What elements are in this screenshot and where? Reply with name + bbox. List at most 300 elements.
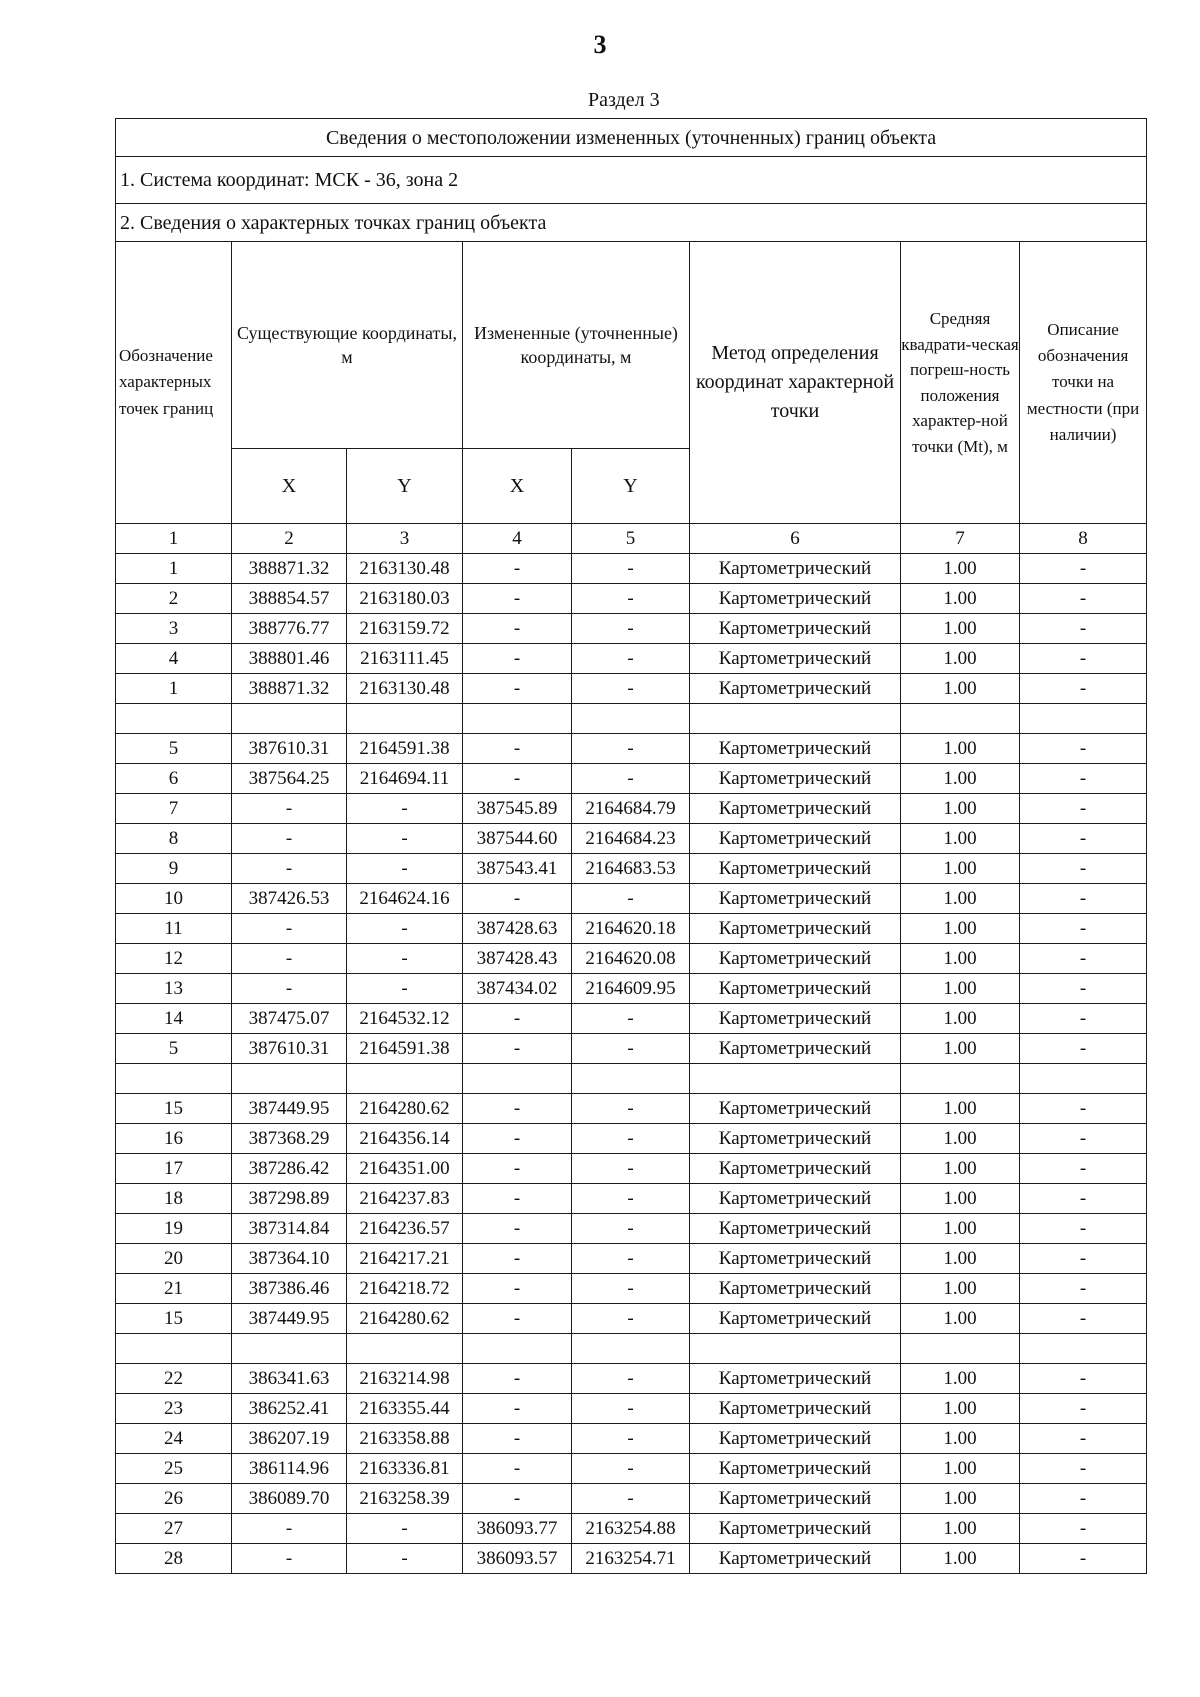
table-row [116,794,1147,824]
cell-changed-x: - [463,1454,572,1484]
cell-changed-y [572,1064,690,1094]
cell-changed-x: - [463,1484,572,1514]
cell-description: - [1020,584,1147,614]
cell-existing-x: 388854.57 [232,584,347,614]
cell-method: Картометрический [690,1244,901,1274]
cell-error: 1.00 [901,734,1020,764]
cell-changed-x: - [463,1424,572,1454]
cell-method [690,1334,901,1364]
cell-changed-x: 387428.63 [463,914,572,944]
cell-existing-x: - [232,794,347,824]
cell-point-number: 5 [116,734,232,764]
cell-existing-y: - [347,824,463,854]
cell-error: 1.00 [901,1004,1020,1034]
cell-point-number: 9 [116,854,232,884]
cell-existing-y: 2163358.88 [347,1424,463,1454]
cell-point-number: 15 [116,1304,232,1334]
cell-method: Картометрический [690,674,901,704]
table-row [116,1094,1147,1124]
column-number: 2 [232,524,347,554]
cell-method: Картометрический [690,644,901,674]
cell-existing-y: 2164532.12 [347,1004,463,1034]
cell-changed-y: 2164609.95 [572,974,690,1004]
cell-description [1020,1064,1147,1094]
cell-error: 1.00 [901,974,1020,1004]
cell-description: - [1020,1364,1147,1394]
cell-error: 1.00 [901,1094,1020,1124]
column-number: 5 [572,524,690,554]
cell-description: - [1020,1154,1147,1184]
cell-changed-x: - [463,644,572,674]
cell-changed-y: - [572,1004,690,1034]
cell-existing-y: 2163214.98 [347,1364,463,1394]
cell-changed-x: - [463,1094,572,1124]
cell-existing-y: - [347,1544,463,1574]
cell-changed-x: - [463,1004,572,1034]
cell-changed-y: - [572,1034,690,1064]
table-row [116,1004,1147,1034]
cell-changed-x: - [463,1184,572,1214]
cell-description: - [1020,944,1147,974]
cell-changed-x: - [463,674,572,704]
cell-point-number: 28 [116,1544,232,1574]
cell-description: - [1020,1424,1147,1454]
cell-changed-x: - [463,554,572,584]
cell-error [901,1064,1020,1094]
cell-method: Картометрический [690,734,901,764]
cell-point-number: 14 [116,1004,232,1034]
cell-changed-x [463,704,572,734]
cell-existing-y [347,1064,463,1094]
cell-existing-x [232,1334,347,1364]
cell-existing-x: 387564.25 [232,764,347,794]
cell-error: 1.00 [901,644,1020,674]
table-row [116,1544,1147,1574]
cell-description: - [1020,1094,1147,1124]
cell-existing-x: - [232,974,347,1004]
header-existing-x: X [232,449,347,524]
cell-existing-x: - [232,854,347,884]
cell-error: 1.00 [901,914,1020,944]
table-row [116,1184,1147,1214]
cell-existing-x: 388801.46 [232,644,347,674]
cell-description: - [1020,1034,1147,1064]
cell-method: Картометрический [690,1304,901,1334]
boundary-points-table [115,118,1147,1574]
cell-description: - [1020,854,1147,884]
cell-changed-y [572,704,690,734]
cell-changed-y: - [572,1154,690,1184]
cell-existing-y [347,1334,463,1364]
cell-method: Картометрический [690,974,901,1004]
cell-error: 1.00 [901,1124,1020,1154]
cell-changed-x: - [463,1214,572,1244]
cell-description: - [1020,614,1147,644]
cell-error: 1.00 [901,854,1020,884]
cell-changed-x: 386093.57 [463,1544,572,1574]
cell-point-number: 17 [116,1154,232,1184]
cell-error: 1.00 [901,764,1020,794]
cell-error: 1.00 [901,1544,1020,1574]
table-row [116,1424,1147,1454]
cell-method: Картометрический [690,854,901,884]
cell-existing-x: 388776.77 [232,614,347,644]
cell-description [1020,704,1147,734]
cell-point-number: 11 [116,914,232,944]
table-row [116,644,1147,674]
cell-method: Картометрический [690,1094,901,1124]
cell-changed-y: - [572,1304,690,1334]
cell-description: - [1020,1484,1147,1514]
cell-existing-y: 2164351.00 [347,1154,463,1184]
header-description: Описание обозначения точки на местности (при наличии) [1020,242,1147,524]
cell-point-number: 4 [116,644,232,674]
cell-changed-x: 387545.89 [463,794,572,824]
cell-changed-x: - [463,1034,572,1064]
cell-existing-y: 2163258.39 [347,1484,463,1514]
cell-existing-y: 2164280.62 [347,1094,463,1124]
cell-existing-x: - [232,1544,347,1574]
table-row [116,584,1147,614]
cell-description: - [1020,1124,1147,1154]
cell-changed-x: - [463,1244,572,1274]
column-number: 6 [690,524,901,554]
cell-point-number: 6 [116,764,232,794]
cell-point-number: 20 [116,1244,232,1274]
cell-error [901,1334,1020,1364]
table-row [116,974,1147,1004]
cell-description: - [1020,974,1147,1004]
cell-existing-x: - [232,1514,347,1544]
cell-changed-x: 387428.43 [463,944,572,974]
header-existing-coordinates: Существующие координаты, м [232,242,463,449]
cell-error: 1.00 [901,1274,1020,1304]
table-row [116,674,1147,704]
cell-description: - [1020,1394,1147,1424]
cell-error: 1.00 [901,1154,1020,1184]
table-row [116,1304,1147,1334]
cell-changed-y: - [572,1394,690,1424]
cell-point-number [116,1334,232,1364]
cell-changed-y: - [572,1094,690,1124]
cell-changed-y: - [572,674,690,704]
cell-existing-y: 2164237.83 [347,1184,463,1214]
column-number-row [116,524,1147,554]
cell-error: 1.00 [901,824,1020,854]
cell-description: - [1020,734,1147,764]
cell-existing-y: 2163180.03 [347,584,463,614]
section-label: Раздел 3 [588,89,660,111]
cell-method: Картометрический [690,1034,901,1064]
cell-point-number: 26 [116,1484,232,1514]
table-row [116,1364,1147,1394]
cell-existing-y: - [347,854,463,884]
cell-method: Картометрический [690,764,901,794]
table-row [116,1454,1147,1484]
cell-method: Картометрический [690,614,901,644]
cell-point-number: 21 [116,1274,232,1304]
cell-existing-x: 387364.10 [232,1244,347,1274]
cell-existing-x: - [232,944,347,974]
cell-description: - [1020,1274,1147,1304]
cell-description: - [1020,1004,1147,1034]
cell-changed-y: - [572,1124,690,1154]
cell-existing-y: - [347,974,463,1004]
cell-existing-y: - [347,914,463,944]
cell-description: - [1020,1184,1147,1214]
cell-existing-x: 387286.42 [232,1154,347,1184]
cell-changed-y: 2164684.79 [572,794,690,824]
header-changed-coordinates: Измененные (уточненные) координаты, м [463,242,690,449]
cell-existing-x: 387610.31 [232,734,347,764]
cell-existing-y: 2163111.45 [347,644,463,674]
cell-changed-x: - [463,614,572,644]
cell-existing-y: 2164591.38 [347,734,463,764]
cell-point-number: 18 [116,1184,232,1214]
cell-description: - [1020,1544,1147,1574]
table-row [116,1064,1147,1094]
cell-existing-y: 2164624.16 [347,884,463,914]
cell-existing-y: 2163159.72 [347,614,463,644]
cell-changed-y: - [572,584,690,614]
table-row [116,764,1147,794]
cell-existing-y: - [347,944,463,974]
table-row [116,914,1147,944]
cell-description: - [1020,764,1147,794]
cell-error: 1.00 [901,1424,1020,1454]
cell-changed-x [463,1334,572,1364]
cell-method [690,704,901,734]
cell-point-number: 27 [116,1514,232,1544]
cell-changed-y: 2164620.18 [572,914,690,944]
cell-description: - [1020,674,1147,704]
table-row [116,1334,1147,1364]
cell-existing-x: - [232,914,347,944]
cell-changed-y: 2164684.23 [572,824,690,854]
table-title: Сведения о местоположении измененных (уточненных) границ объекта [116,119,1147,157]
cell-existing-y: 2164591.38 [347,1034,463,1064]
cell-changed-y: - [572,644,690,674]
cell-existing-x: 386252.41 [232,1394,347,1424]
cell-changed-y: - [572,1274,690,1304]
cell-existing-x: 386089.70 [232,1484,347,1514]
header-row [116,242,1147,449]
cell-method: Картометрический [690,1274,901,1304]
header-existing-y: Y [347,449,463,524]
cell-point-number: 10 [116,884,232,914]
cell-error: 1.00 [901,1244,1020,1274]
cell-changed-x: 387543.41 [463,854,572,884]
cell-existing-x: 386114.96 [232,1454,347,1484]
cell-existing-y: - [347,794,463,824]
cell-method: Картометрический [690,1424,901,1454]
cell-description: - [1020,1304,1147,1334]
cell-changed-y: 2164620.08 [572,944,690,974]
cell-existing-y: - [347,1514,463,1544]
cell-changed-y: 2164683.53 [572,854,690,884]
cell-error: 1.00 [901,1364,1020,1394]
cell-point-number: 16 [116,1124,232,1154]
cell-error: 1.00 [901,614,1020,644]
cell-point-number [116,1064,232,1094]
cell-error: 1.00 [901,1394,1020,1424]
cell-error: 1.00 [901,1514,1020,1544]
cell-error: 1.00 [901,1184,1020,1214]
table-row [116,944,1147,974]
cell-method [690,1064,901,1094]
coordinate-system: 1. Система координат: МСК - 36, зона 2 [116,157,1147,204]
header-method: Метод определения координат характерной точки [690,242,901,524]
table-row [116,554,1147,584]
cell-changed-y: - [572,1424,690,1454]
cell-existing-x: 387368.29 [232,1124,347,1154]
table-row [116,884,1147,914]
cell-existing-x: - [232,824,347,854]
table-row [116,614,1147,644]
cell-method: Картометрический [690,1484,901,1514]
cell-point-number: 7 [116,794,232,824]
cell-description [1020,1334,1147,1364]
cell-point-number: 12 [116,944,232,974]
cell-existing-y: 2164694.11 [347,764,463,794]
cell-existing-y: 2164218.72 [347,1274,463,1304]
cell-method: Картометрический [690,1184,901,1214]
cell-description: - [1020,1514,1147,1544]
cell-changed-x: - [463,734,572,764]
cell-existing-x: 386341.63 [232,1364,347,1394]
cell-changed-y: - [572,1454,690,1484]
table-row [116,1244,1147,1274]
cell-description: - [1020,554,1147,584]
cell-error [901,704,1020,734]
header-changed-x: X [463,449,572,524]
cell-changed-x [463,1064,572,1094]
cell-existing-x: 387386.46 [232,1274,347,1304]
table-row [116,704,1147,734]
cell-changed-x: - [463,1304,572,1334]
table-row [116,824,1147,854]
column-number: 1 [116,524,232,554]
cell-description: - [1020,824,1147,854]
cell-point-number [116,704,232,734]
header-point-designation: Обозначение характерных точек границ [116,242,232,524]
header-changed-y: Y [572,449,690,524]
cell-point-number: 24 [116,1424,232,1454]
page-number: 3 [593,30,607,59]
table-row [116,854,1147,884]
cell-existing-y: 2163130.48 [347,554,463,584]
cell-changed-x: - [463,1364,572,1394]
cell-method: Картометрический [690,1544,901,1574]
cell-error: 1.00 [901,1304,1020,1334]
cell-point-number: 1 [116,554,232,584]
cell-description: - [1020,644,1147,674]
coordinate-system-row [116,157,1147,204]
cell-method: Картометрический [690,554,901,584]
cell-existing-x: 387449.95 [232,1094,347,1124]
cell-changed-y: - [572,1244,690,1274]
cell-existing-x: 388871.32 [232,554,347,584]
cell-point-number: 1 [116,674,232,704]
cell-existing-x: 387610.31 [232,1034,347,1064]
cell-existing-y: 2164236.57 [347,1214,463,1244]
cell-error: 1.00 [901,1214,1020,1244]
cell-error: 1.00 [901,794,1020,824]
cell-error: 1.00 [901,944,1020,974]
cell-error: 1.00 [901,674,1020,704]
column-number: 7 [901,524,1020,554]
cell-point-number: 25 [116,1454,232,1484]
cell-changed-y: - [572,1184,690,1214]
cell-method: Картометрический [690,824,901,854]
cell-method: Картометрический [690,1004,901,1034]
cell-existing-y [347,704,463,734]
cell-changed-y: - [572,734,690,764]
table-row [116,1484,1147,1514]
cell-description: - [1020,1244,1147,1274]
cell-description: - [1020,914,1147,944]
cell-existing-x: 386207.19 [232,1424,347,1454]
cell-existing-x: 387475.07 [232,1004,347,1034]
cell-method: Картометрический [690,1124,901,1154]
cell-error: 1.00 [901,1484,1020,1514]
cell-method: Картометрический [690,914,901,944]
cell-point-number: 2 [116,584,232,614]
cell-method: Картометрический [690,794,901,824]
points-heading-row [116,204,1147,242]
table-row [116,1214,1147,1244]
cell-point-number: 22 [116,1364,232,1394]
cell-description: - [1020,1214,1147,1244]
cell-changed-x: - [463,1274,572,1304]
cell-method: Картометрический [690,884,901,914]
cell-changed-y: 2163254.88 [572,1514,690,1544]
cell-error: 1.00 [901,554,1020,584]
cell-existing-x [232,704,347,734]
cell-changed-y: - [572,1364,690,1394]
cell-changed-y: - [572,1484,690,1514]
cell-existing-x: 387449.95 [232,1304,347,1334]
cell-description: - [1020,794,1147,824]
cell-method: Картометрический [690,1364,901,1394]
cell-error: 1.00 [901,1034,1020,1064]
cell-existing-y: 2163355.44 [347,1394,463,1424]
cell-existing-x: 387426.53 [232,884,347,914]
column-number: 4 [463,524,572,554]
cell-existing-x [232,1064,347,1094]
cell-description: - [1020,884,1147,914]
cell-existing-x: 388871.32 [232,674,347,704]
cell-changed-x: - [463,1124,572,1154]
cell-existing-x: 387314.84 [232,1214,347,1244]
cell-point-number: 13 [116,974,232,1004]
cell-method: Картометрический [690,1154,901,1184]
cell-changed-y: - [572,764,690,794]
cell-method: Картометрический [690,1394,901,1424]
table-row [116,734,1147,764]
header-error: Средняя квадрати-ческая погреш-ность положения характер-ной точки (Mt), м [901,242,1020,524]
points-heading: 2. Сведения о характерных точках границ объекта [116,204,1147,242]
cell-point-number: 23 [116,1394,232,1424]
column-number: 3 [347,524,463,554]
cell-existing-x: 387298.89 [232,1184,347,1214]
cell-error: 1.00 [901,1454,1020,1484]
cell-changed-x: - [463,764,572,794]
column-number: 8 [1020,524,1147,554]
cell-changed-x: 387544.60 [463,824,572,854]
cell-changed-x: - [463,584,572,614]
cell-changed-y [572,1334,690,1364]
